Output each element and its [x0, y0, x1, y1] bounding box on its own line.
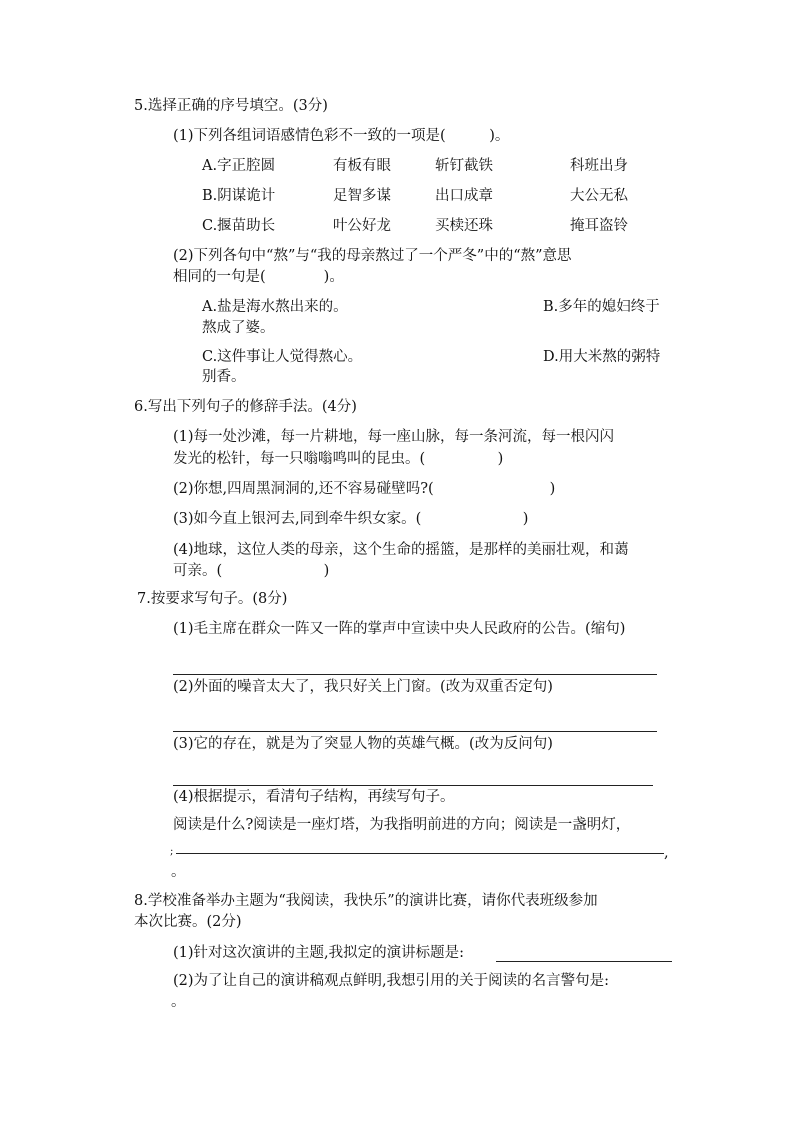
q5-sub2-option-d-line1: D.用大米熬的粥特 — [543, 349, 661, 365]
q5-option-c-3: 买椟还珠 — [435, 218, 493, 234]
q8-title-line2: 本次比赛。(2分) — [134, 914, 242, 930]
q5-title: 5.选择正确的序号填空。(3分) — [134, 98, 328, 114]
q7-period: 。 — [171, 864, 186, 880]
q7-semicolon: ; — [170, 846, 174, 857]
q5-sub2-option-d-line2: 别香。 — [202, 369, 246, 385]
q5-sub2-question-line2: 相同的一句是( )。 — [173, 269, 344, 285]
q5-option-b-1: B.阴谋诡计 — [202, 188, 276, 204]
q7-answer-line-1[interactable] — [173, 674, 657, 675]
q5-option-b-4: 大公无私 — [570, 188, 628, 204]
q5-option-a-1: A.字正腔圆 — [202, 158, 276, 174]
q5-option-a-2: 有板有眼 — [333, 158, 391, 174]
q8-sentence1: (1)针对这次演讲的主题,我拟定的演讲标题是: — [173, 945, 465, 961]
q7-sentence4-prompt: 阅读是什么?阅读是一座灯塔，为我指明前进的方向；阅读是一盏明灯， — [173, 817, 631, 833]
q7-sentence1: (1)毛主席在群众一阵又一阵的掌声中宣读中央人民政府的公告。(缩句) — [173, 621, 626, 637]
q8-sentence2-end: 。 — [171, 994, 186, 1010]
q6-title: 6.写出下列句子的修辞手法。(4分) — [134, 399, 357, 415]
q7-sentence2: (2)外面的噪音太大了，我只好关上门窗。(改为双重否定句) — [173, 679, 553, 695]
q5-sub2-question-line1: (2)下列各句中“熬”与“我的母亲熬过了一个严冬”中的“熬”意思 — [173, 248, 572, 264]
q5-option-a-4: 科班出身 — [570, 158, 628, 174]
q5-option-c-2: 叶公好龙 — [333, 218, 391, 234]
q7-answer-line-2[interactable] — [173, 731, 657, 732]
q7-comma: , — [664, 845, 669, 861]
q5-sub2-option-b-line1: B.多年的媳妇终于 — [543, 299, 660, 315]
q5-sub1-question: (1)下列各组词语感情色彩不一致的一项是( )。 — [173, 128, 510, 144]
q5-option-b-2: 足智多谋 — [333, 188, 391, 204]
q5-option-a-3: 斩钉截铁 — [435, 158, 493, 174]
q5-option-b-3: 出口成章 — [435, 188, 493, 204]
q7-sentence4: (4)根据提示，看清句子结构，再续写句子。 — [173, 789, 455, 805]
q6-sentence4-line1: (4)地球，这位人类的母亲，这个生命的摇篮，是那样的美丽壮观，和蔼 — [173, 542, 629, 558]
q6-sentence2: (2)你想,四周黑洞洞的,还不容易碰壁吗?( ) — [173, 481, 556, 497]
q8-sentence2: (2)为了让自己的演讲稿观点鲜明,我想引用的关于阅读的名言警句是: — [173, 973, 610, 989]
q7-answer-line-3[interactable] — [173, 785, 653, 786]
q5-option-c-1: C.揠苗助长 — [202, 218, 276, 234]
q8-title-line1: 8.学校准备举办主题为“我阅读，我快乐”的演讲比赛，请你代表班级参加 — [134, 893, 598, 909]
q5-option-c-4: 掩耳盗铃 — [570, 218, 628, 234]
q5-sub2-option-c: C.这件事让人觉得熬心。 — [202, 349, 363, 365]
q7-title: 7.按要求写句子。(8分) — [137, 591, 288, 607]
q7-answer-line-4[interactable] — [176, 853, 664, 854]
q8-title-answer-line[interactable] — [496, 961, 672, 962]
q7-sentence3: (3)它的存在，就是为了突显人物的英雄气概。(改为反问句) — [173, 736, 553, 752]
q6-sentence4-line2: 可亲。( ) — [173, 563, 330, 579]
q6-sentence1-line1: (1)每一处沙滩，每一片耕地，每一座山脉，每一条河流，每一根闪闪 — [173, 429, 615, 445]
q5-sub2-option-b-line2: 熬成了婆。 — [202, 320, 275, 336]
q6-sentence3: (3)如今直上银河去,同到牵牛织女家。( ) — [173, 511, 529, 527]
q6-sentence1-line2: 发光的松针，每一只嗡嗡鸣叫的昆虫。( ) — [173, 451, 504, 467]
q5-sub2-option-a: A.盐是海水熬出来的。 — [202, 299, 348, 315]
